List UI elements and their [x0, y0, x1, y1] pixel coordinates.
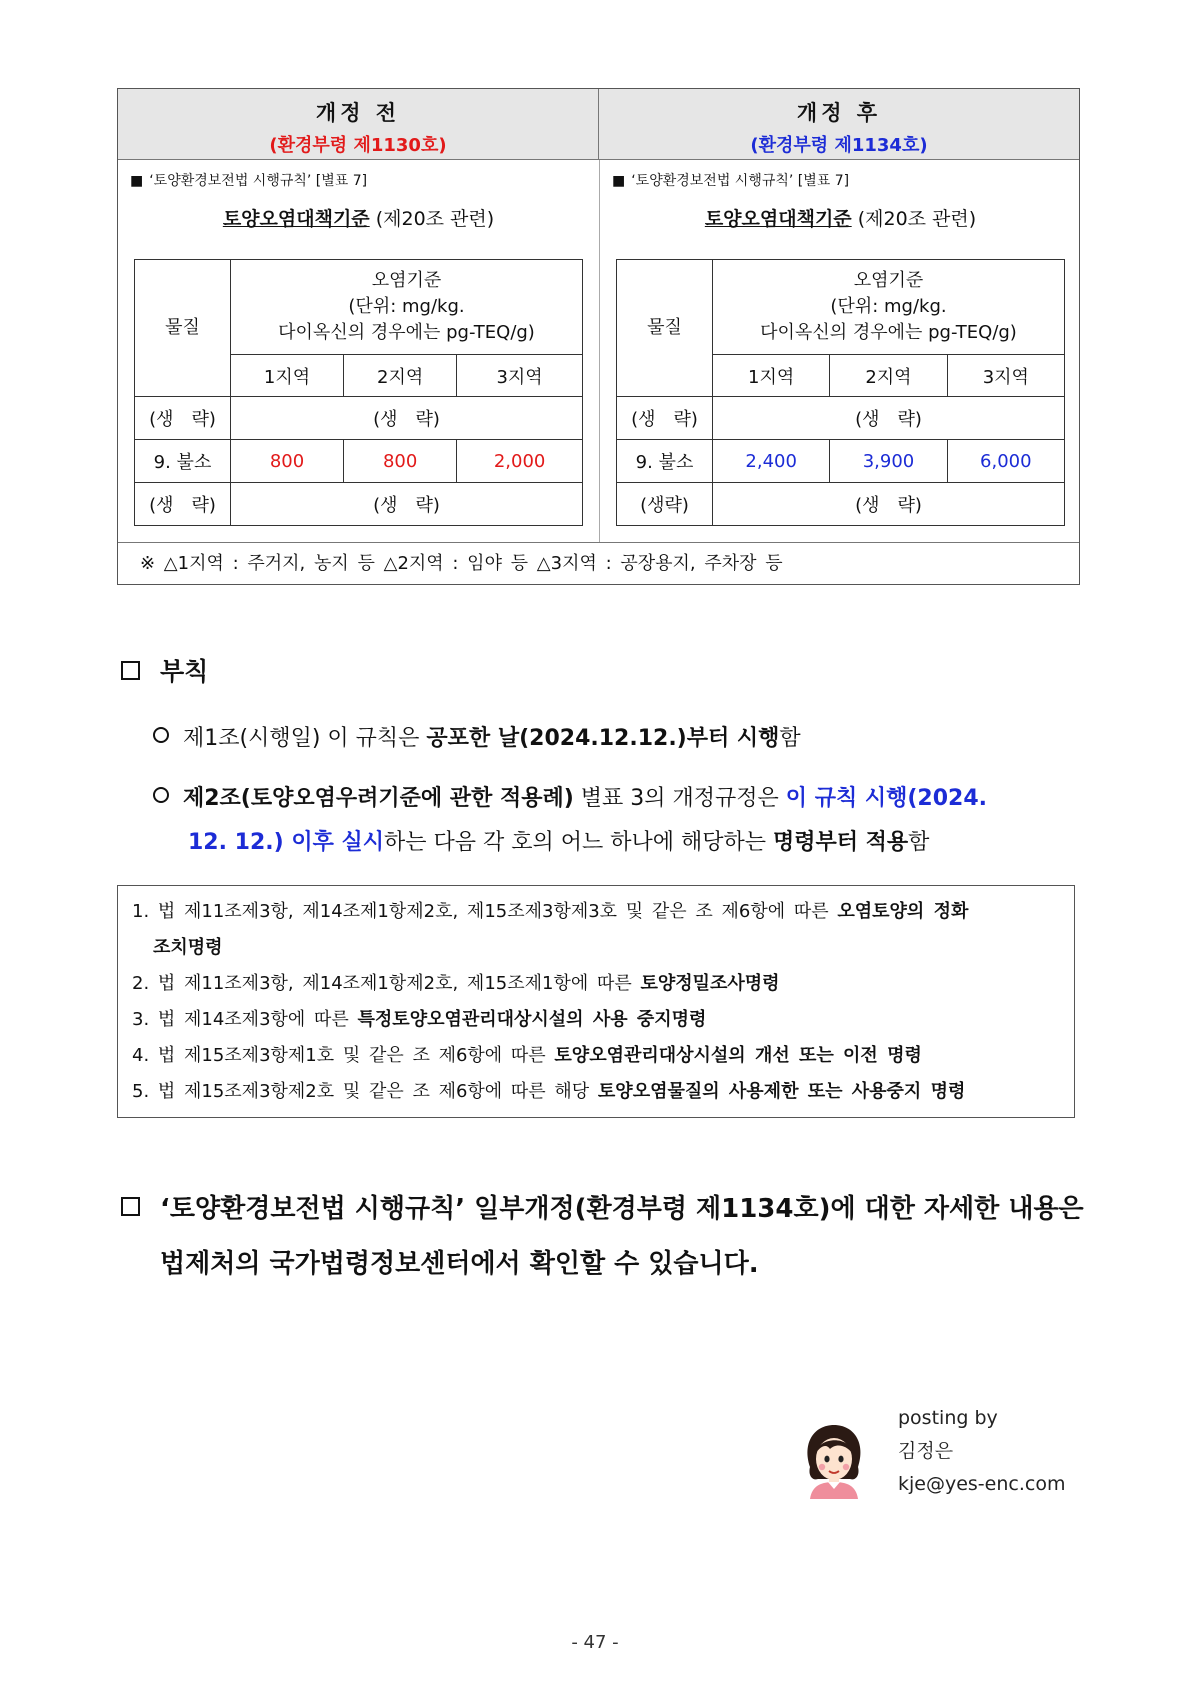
- square-bullet-icon: ■: [130, 173, 144, 189]
- fluorine-zone-1: 800: [231, 440, 344, 483]
- detail-note-line1: [121, 1182, 1084, 1237]
- before-header: [118, 89, 599, 160]
- before-reference: [130, 170, 367, 190]
- item1-suffix: 함: [779, 726, 801, 751]
- orders-box: [117, 885, 1075, 1118]
- after-reference: [612, 170, 849, 190]
- poster-email[interactable]: kje@yes-enc.com: [898, 1473, 1066, 1495]
- detail-note-line2: 법제처의 국가법령정보센터에서 확인할 수 있습니다.: [160, 1249, 759, 1279]
- order-item-2: [132, 966, 780, 1002]
- item1-text: 제1조(시행일) 이 규칙은: [183, 726, 427, 751]
- appendix-heading: [121, 652, 208, 688]
- order-emphasis: 토양오염관리대상시설의 개선 또는 이전 명령: [554, 1045, 922, 1066]
- fluorine-zone-1: 2,400: [713, 440, 830, 483]
- order-emphasis: 조치명령: [153, 937, 223, 958]
- criteria-header: [713, 260, 1065, 355]
- zone-1-header: 1지역: [713, 355, 830, 397]
- order-text: 5. 법 제15조제3항제2호 및 같은 조 제6항에 따른 해당: [132, 1081, 598, 1102]
- criteria-line1: 오염기준: [853, 270, 924, 291]
- after-standard-title: [600, 204, 1081, 231]
- order-emphasis: 특정토양오염관리대상시설의 사용 중지명령: [357, 1009, 707, 1030]
- omit-label: (생 략): [135, 397, 231, 440]
- criteria-line3: 다이옥신의 경우에는 pg-TEQ/g): [760, 322, 1017, 343]
- zone-2-header: 2지역: [830, 355, 947, 397]
- detail-note-text: ‘토양환경보전법 시행규칙’ 일부개정(환경부령 제1134호)에 대한 자세한 내용은: [160, 1194, 1084, 1224]
- circle-bullet-icon: [153, 727, 169, 743]
- detail-note: [121, 1182, 1084, 1292]
- author-avatar-icon: [800, 1423, 868, 1499]
- item2-title: 제2조(토양오염우려기준에 관한 적용례): [183, 786, 574, 811]
- fluorine-zone-3: 6,000: [947, 440, 1064, 483]
- order-item-1: [132, 894, 968, 930]
- before-title: 개정 전: [315, 101, 401, 125]
- before-decree: (환경부령 제1130호): [269, 135, 447, 156]
- standard-relation: (제20조 관련): [369, 208, 495, 230]
- item2-line2: [153, 821, 987, 865]
- poster-name: 김정은: [898, 1440, 954, 1462]
- order-text: 2. 법 제11조제3항, 제14조제1항제2호, 제15조제1항에 따른: [132, 973, 641, 994]
- after-panel: [600, 160, 1081, 542]
- fluorine-zone-2: 800: [344, 440, 457, 483]
- zone-3-header: 3지역: [457, 355, 583, 397]
- after-title: 개정 후: [796, 101, 882, 125]
- posting-label: posting by: [898, 1407, 998, 1429]
- order-item-5: [132, 1074, 965, 1110]
- fluorine-zone-2: 3,900: [830, 440, 947, 483]
- omit-label: (생 략): [135, 483, 231, 526]
- substance-header: 물질: [135, 260, 231, 397]
- substance-header: 물질: [617, 260, 713, 397]
- checkbox-square-icon: [121, 661, 140, 680]
- posting-credit: [898, 1402, 1065, 1501]
- order-text: 3. 법 제14조제3항에 따른: [132, 1009, 358, 1030]
- checkbox-square-icon: [121, 1197, 140, 1216]
- page-number: - 47 -: [571, 1632, 619, 1653]
- circle-bullet-icon: [153, 787, 169, 803]
- after-standard-table: [616, 259, 1065, 526]
- before-standard-table: [134, 259, 583, 526]
- item2-text-cont: 하는 다음 각 호의 어느 하나에 해당하는: [384, 830, 773, 855]
- omit-label: (생 략): [617, 397, 713, 440]
- criteria-line3: 다이옥신의 경우에는 pg-TEQ/g): [278, 322, 535, 343]
- item1-emphasis: 공포한 날(2024.12.12.)부터 시행: [426, 726, 780, 751]
- before-standard-title: [118, 204, 599, 231]
- after-header: [599, 89, 1079, 160]
- item2-emphasis: 명령부터 적용: [773, 830, 909, 855]
- appendix-heading-text: 부칙: [160, 657, 209, 686]
- appendix-item-2: [153, 777, 987, 865]
- fluorine-label: 9. 불소: [617, 440, 713, 483]
- zone-2-header: 2지역: [344, 355, 457, 397]
- fluorine-label: 9. 불소: [135, 440, 231, 483]
- omit-value: (생 략): [231, 483, 583, 526]
- comparison-box: [117, 88, 1080, 585]
- criteria-line1: 오염기준: [371, 270, 442, 291]
- order-text: 1. 법 제11조제3항, 제14조제1항제2호, 제15조제3항제3호 및 같은 조 제6항에 따른: [132, 901, 838, 922]
- item2-suffix: 함: [908, 830, 930, 855]
- fluorine-zone-3: 2,000: [457, 440, 583, 483]
- item2-highlight-cont: 12. 12.) 이후 실시: [188, 830, 384, 855]
- criteria-line2: (단위: mg/kg.: [348, 296, 465, 317]
- criteria-header: [231, 260, 583, 355]
- appendix-item-1: [153, 717, 801, 761]
- zone-1-header: 1지역: [231, 355, 344, 397]
- square-bullet-icon: ■: [612, 173, 626, 189]
- omit-value: (생 략): [713, 397, 1065, 440]
- order-item-4: [132, 1038, 922, 1074]
- zone-note: ※ △1지역 : 주거지, 농지 등 △2지역 : 임야 등 △3지역 : 공장용지, 주차장 등: [118, 542, 1079, 584]
- order-text: 4. 법 제15조제3항제1호 및 같은 조 제6항에 따른: [132, 1045, 555, 1066]
- standard-relation: (제20조 관련): [851, 208, 977, 230]
- omit-label: (생략): [617, 483, 713, 526]
- omit-value: (생 략): [231, 397, 583, 440]
- standard-name: 토양오염대책기준: [222, 208, 370, 230]
- order-emphasis: 토양정밀조사명령: [640, 973, 780, 994]
- item2-line1: [153, 777, 987, 821]
- omit-value: (생 략): [713, 483, 1065, 526]
- criteria-line2: (단위: mg/kg.: [830, 296, 947, 317]
- order-item-1-cont: [153, 930, 223, 966]
- order-emphasis: 토양오염물질의 사용제한 또는 사용중지 명령: [597, 1081, 966, 1102]
- before-panel: [118, 160, 599, 542]
- item2-highlight: 이 규칙 시행(2024.: [785, 786, 988, 811]
- after-decree: (환경부령 제1134호): [750, 135, 928, 156]
- standard-name: 토양오염대책기준: [704, 208, 852, 230]
- order-emphasis: 오염토양의 정화: [837, 901, 969, 922]
- order-item-3: [132, 1002, 706, 1038]
- item2-text: 별표 3의 개정규정은: [573, 786, 786, 811]
- reference-text: ‘토양환경보전법 시행규칙’ [별표 7]: [149, 173, 368, 189]
- zone-3-header: 3지역: [947, 355, 1064, 397]
- reference-text: ‘토양환경보전법 시행규칙’ [별표 7]: [631, 173, 850, 189]
